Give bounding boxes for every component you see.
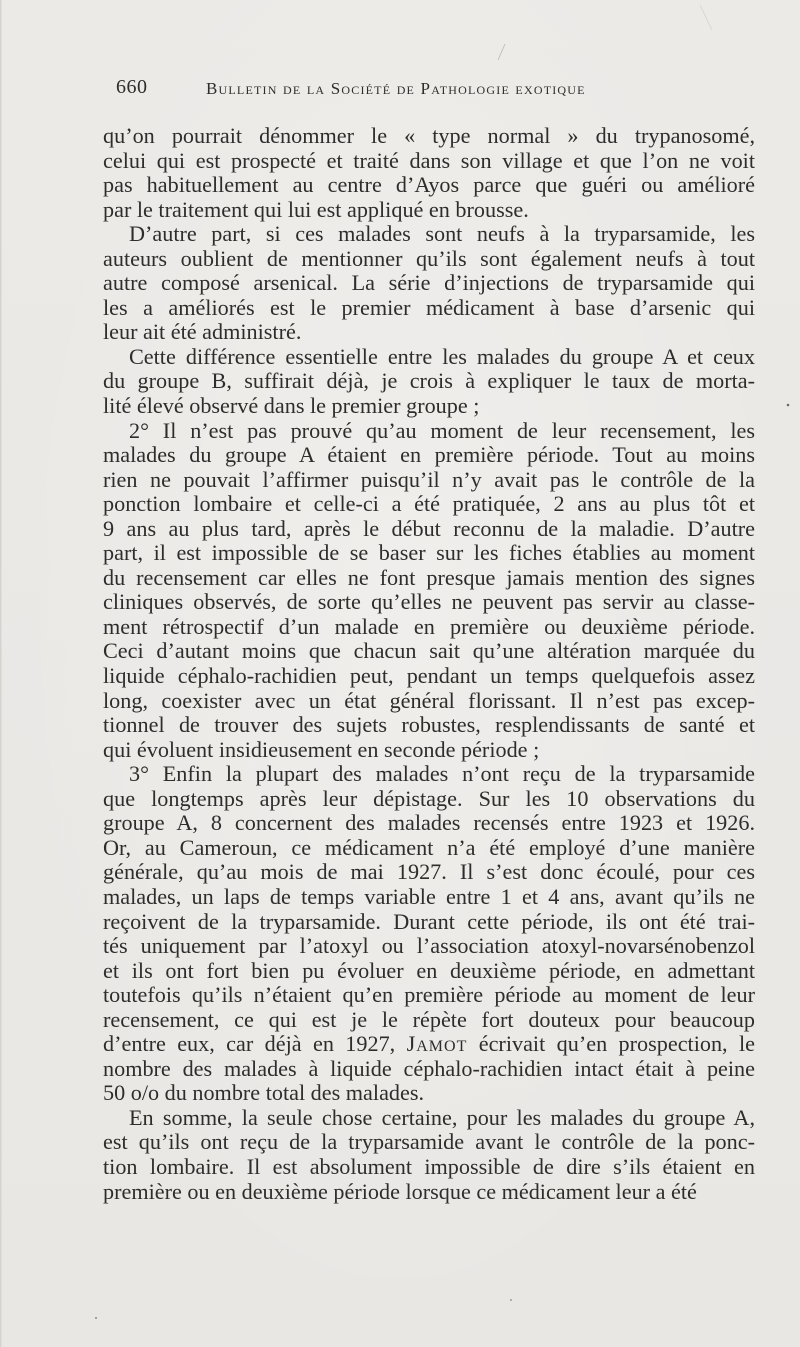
page-header: [116, 76, 756, 106]
text-line: auteurs oublient de mentionner qu’ils sont également neufs à tout: [103, 245, 755, 271]
text-line: tion lombaire. Il est absolument impossible de dire s’ils étaient en: [103, 1153, 755, 1179]
text-line: 50 o/o du nombre total des malades.: [103, 1080, 425, 1106]
running-title: Bulletin de la Société de Pathologie exotique: [206, 79, 586, 98]
text-line: 9 ans au plus tard, après le début reconnu de la maladie. D’autre: [103, 515, 755, 541]
text-line: autre composé arsenical. La série d’injections de tryparsamide qui: [103, 270, 755, 296]
text-line: leur ait été administré.: [103, 319, 302, 345]
text-line: d’entre eux, car déjà en 1927, Jamot écrivait qu’en prospection, le: [103, 1031, 755, 1057]
text-line: celui qui est prospecté et traité dans son village et que l’on ne voit: [103, 147, 755, 173]
text-line: D’autre part, si ces malades sont neufs à la tryparsamide, les: [129, 221, 755, 247]
text-line: par le traitement qui lui est appliqué en brousse.: [103, 196, 529, 222]
page-number: 660: [116, 76, 148, 98]
text-line: long, coexister avec un état général florissant. Il n’est pas excep-: [103, 687, 755, 713]
text-line: Ceci d’autant moins que chacun sait qu’une altération marquée du: [103, 638, 755, 664]
text-line: qu’on pourrait dénommer le « type normal » du trypanosomé,: [103, 123, 755, 148]
paragraph: [103, 222, 755, 345]
text-line: Or, au Cameroun, ce médicament n’a été employé d’une manière: [103, 834, 755, 860]
text-line: ponction lombaire et celle-ci a été pratiquée, 2 ans au plus tôt et: [103, 491, 755, 517]
text-line: rien ne pouvait l’affirmer puisqu’il n’y avait pas le contrôle de la: [103, 466, 755, 492]
paragraph: [103, 124, 755, 222]
text-line: du recensement car elles ne font presque jamais mention des signes: [103, 564, 755, 590]
text-line: groupe A, 8 concernent des malades recensés entre 1923 et 1926.: [103, 810, 755, 836]
text-line: En somme, la seule chose certaine, pour les malades du groupe A,: [129, 1104, 755, 1130]
text-line: pas habituellement au centre d’Ayos parce que guéri ou amélioré: [103, 172, 755, 198]
text-line: malades du groupe A étaient en première période. Tout au moins: [103, 442, 755, 468]
text-line: toutefois qu’ils n’étaient qu’en première période au moment de leur: [103, 982, 755, 1008]
text-line: cliniques observés, de sorte qu’elles ne peuvent pas servir au classe-: [103, 589, 755, 615]
text-line: du groupe B, suffirait déjà, je crois à expliquer le taux de morta-: [103, 368, 755, 394]
text-line: première ou en deuxième période lorsque ce médicament leur a été: [103, 1178, 697, 1204]
text-line: les a améliorés est le premier médicament à base d’arsenic qui: [103, 294, 755, 320]
text-line: 2° Il n’est pas prouvé qu’au moment de leur recensement, les: [129, 417, 755, 443]
text-line: tionnel de trouver des sujets robustes, resplendissants de santé et: [103, 712, 755, 738]
text-line: que longtemps après leur dépistage. Sur les 10 observations du: [103, 785, 755, 811]
text-line: générale, qu’au mois de mai 1927. Il s’est donc écoulé, pour ces: [103, 859, 755, 885]
text-line: qui évoluent insidieusement en seconde période ;: [103, 736, 540, 762]
text-line: 3° Enfin la plupart des malades n’ont reçu de la tryparsamide: [129, 761, 755, 787]
text-line: reçoivent de la tryparsamide. Durant cette période, ils ont été trai-: [103, 908, 755, 934]
text-line: tés uniquement par l’atoxyl ou l’association atoxyl-novarsénobenzol: [103, 933, 755, 959]
text-line: et ils ont fort bien pu évoluer en deuxième période, en admettant: [103, 957, 755, 983]
text-line: ment rétrospectif d’un malade en première ou deuxième période.: [103, 613, 755, 639]
text-line: malades, un laps de temps variable entre 1 et 4 ans, avant qu’ils ne: [103, 883, 755, 909]
text-line: Cette différence essentielle entre les malades du groupe A et ceux: [129, 343, 755, 369]
text-line: recensement, ce qui est je le répète fort douteux pour beaucoup: [103, 1006, 755, 1032]
paragraph: [103, 762, 755, 1106]
text-line: part, il est impossible de se baser sur les fiches établies au moment: [103, 540, 755, 566]
text-line: est qu’ils ont reçu de la tryparsamide avant le contrôle de la ponc-: [103, 1129, 755, 1155]
text-line: liquide céphalo-rachidien peut, pendant un temps quelquefois assez: [103, 663, 755, 689]
paragraph: [103, 1106, 755, 1204]
paragraph: [103, 345, 755, 419]
text-line: lité élevé observé dans le premier groupe ;: [103, 393, 480, 419]
text-line: nombre des malades à liquide céphalo-rachidien intact était à peine: [103, 1055, 755, 1081]
paragraph: [103, 419, 755, 763]
body-text: [103, 124, 755, 1204]
